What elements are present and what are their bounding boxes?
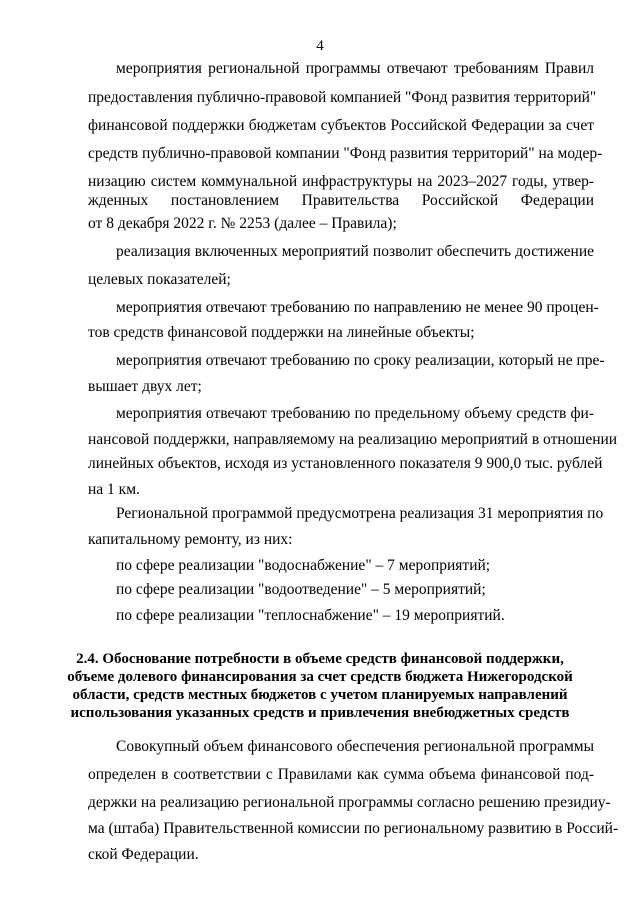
text-line: целевых показателей; bbox=[88, 271, 231, 288]
text-line: ма (штаба) Правительственной комиссии по региональному развитию в Россий- bbox=[88, 820, 619, 837]
heading-line: 2.4. Обоснование потребности в объеме средств финансовой поддержки, bbox=[76, 651, 564, 667]
list-item: по сфере реализации "теплоснабжение" – 19 мероприятий. bbox=[116, 607, 505, 624]
list-item: по сфере реализации "водоснабжение" – 7 мероприятий; bbox=[116, 557, 491, 574]
text-line: на 1 км. bbox=[88, 481, 140, 498]
text-line: вышает двух лет; bbox=[88, 378, 202, 395]
text-line: от 8 декабря 2022 г. № 2253 (далее – Правила); bbox=[88, 215, 397, 232]
text-line: мероприятия региональной программы отвечают требованиям Правил bbox=[116, 60, 594, 77]
text-line: средств публично-правовой компании "Фонд развития территорий" на модер- bbox=[88, 145, 603, 162]
text-line: линейных объектов, исходя из установленного показателя 9 900,0 тыс. рублей bbox=[88, 455, 603, 472]
page-number: 4 bbox=[316, 38, 324, 54]
text-line: низацию систем коммунальной инфраструктуры на 2023–2027 годы, утвер- bbox=[88, 173, 594, 190]
text-line: Совокупный объем финансового обеспечения региональной программы bbox=[116, 738, 594, 755]
text-line: финансовой поддержки бюджетам субъектов Российской Федерации за счет bbox=[88, 117, 594, 134]
text-line: мероприятия отвечают требованию по направлению не менее 90 процен- bbox=[116, 299, 599, 316]
text-line: мероприятия отвечают требованию по сроку реализации, который не пре- bbox=[116, 352, 605, 369]
text-line: реализация включенных мероприятий позволит обеспечить достижение bbox=[116, 243, 594, 260]
text-line: нансовой поддержки, направляемому на реализацию мероприятий в отношении bbox=[88, 431, 618, 448]
text-line: определен в соответствии с Правилами как сумма объема финансовой под- bbox=[88, 766, 594, 783]
list-item: по сфере реализации "водоотведение" – 5 мероприятий; bbox=[116, 581, 486, 598]
text-line: ской Федерации. bbox=[88, 846, 199, 863]
text-line: держки на реализацию региональной программы согласно решению президиу- bbox=[88, 794, 611, 811]
text-line: Региональной программой предусмотрена реализация 31 мероприятия по bbox=[116, 505, 604, 522]
text-line: жденных постановлением Правительства Российской Федерации bbox=[88, 192, 594, 209]
heading-line: использования указанных средств и привлечения внебюджетных средств bbox=[70, 705, 570, 721]
heading-line: объеме долевого финансирования за счет средств бюджета Нижегородской bbox=[67, 669, 573, 685]
text-line: капитальному ремонту, из них: bbox=[88, 531, 293, 548]
text-line: предоставления публично-правовой компанией "Фонд развития территорий" bbox=[88, 89, 597, 106]
heading-line: области, средств местных бюджетов с учетом планируемых направлений bbox=[72, 687, 568, 703]
text-line: тов средств финансовой поддержки на линейные объекты; bbox=[88, 324, 475, 341]
text-line: мероприятия отвечают требованию по предельному объему средств фи- bbox=[116, 405, 594, 422]
